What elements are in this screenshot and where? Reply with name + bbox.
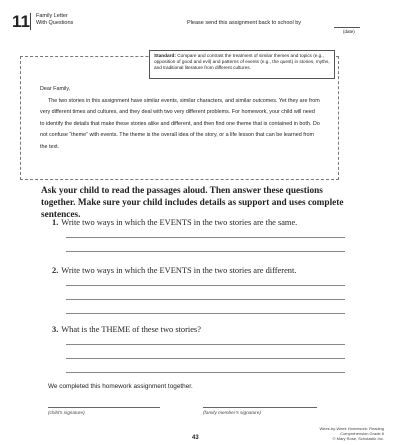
family-signature-line[interactable] xyxy=(203,407,317,408)
question-number: 2. xyxy=(52,266,59,275)
page-number: 43 xyxy=(192,435,199,441)
footer-credit xyxy=(296,426,384,441)
question-1 xyxy=(52,218,297,227)
lesson-number: 11 xyxy=(12,12,30,31)
answer-line[interactable] xyxy=(66,237,345,238)
return-date-caption: (date) xyxy=(343,29,355,34)
answer-line[interactable] xyxy=(66,299,345,300)
question-text: Write two ways in which the EVENTS in the two stories are different. xyxy=(61,266,297,275)
answer-line[interactable] xyxy=(66,344,345,345)
letter-body: The two stories in this assignment have similar events, similar characters, and similar outcomes. Yet they are from very different times and cultures, and they deal with two very different problems. For homework, your child will need to identify the details that make these stories alike and different, and then find one theme that is contained in both. Do not confuse “theme” with events. The theme is the overall idea of the story, or a life lesson that can be learned from the text. xyxy=(40,97,320,150)
question-text: Write two ways in which the EVENTS in the two stories are the same. xyxy=(61,218,298,227)
answer-line[interactable] xyxy=(66,251,345,252)
family-signature-caption: (family member’s signature) xyxy=(203,410,261,415)
header-divider xyxy=(30,13,31,30)
child-signature-line[interactable] xyxy=(48,407,160,408)
return-instruction: Please send this assignment back to school by xyxy=(187,20,302,26)
header-title-line1: Family Letter xyxy=(36,13,68,19)
return-date-line[interactable] xyxy=(334,27,360,28)
answer-line[interactable] xyxy=(66,285,345,286)
instructions: Ask your child to read the passages aloud. Then answer these questions together. Make sure your child includes details as support and uses complete sentences. xyxy=(41,186,344,220)
question-number: 1. xyxy=(52,218,59,227)
standard-box xyxy=(149,50,335,79)
completion-statement: We completed this homework assignment together. xyxy=(48,383,193,390)
question-3 xyxy=(52,325,201,334)
header-title xyxy=(36,13,73,26)
header-title-line2: With Questions xyxy=(36,19,74,26)
answer-line[interactable] xyxy=(66,372,345,373)
standard-text: Compare and contrast the treatment of similar themes and topics (e.g., opposition of good and evil) and patterns of events (e.g., the quest) in stories, myths, and traditional literature from different cultures. xyxy=(154,53,330,70)
family-letter xyxy=(40,84,320,154)
footer-credit-line1: Week-by-Week Homework: Reading Comprehension Grade 6 xyxy=(319,426,384,436)
question-2 xyxy=(52,266,296,275)
standard-label: Standard: xyxy=(154,53,176,58)
question-number: 3. xyxy=(52,325,59,334)
letter-greeting: Dear Family, xyxy=(40,86,71,92)
answer-line[interactable] xyxy=(66,358,345,359)
child-signature-caption: (child’s signature) xyxy=(48,410,85,415)
answer-line[interactable] xyxy=(66,313,345,314)
footer-credit-line2: © Mary Rose, Scholastic Inc. xyxy=(332,436,384,441)
question-text: What is the THEME of these two stories? xyxy=(61,325,201,334)
